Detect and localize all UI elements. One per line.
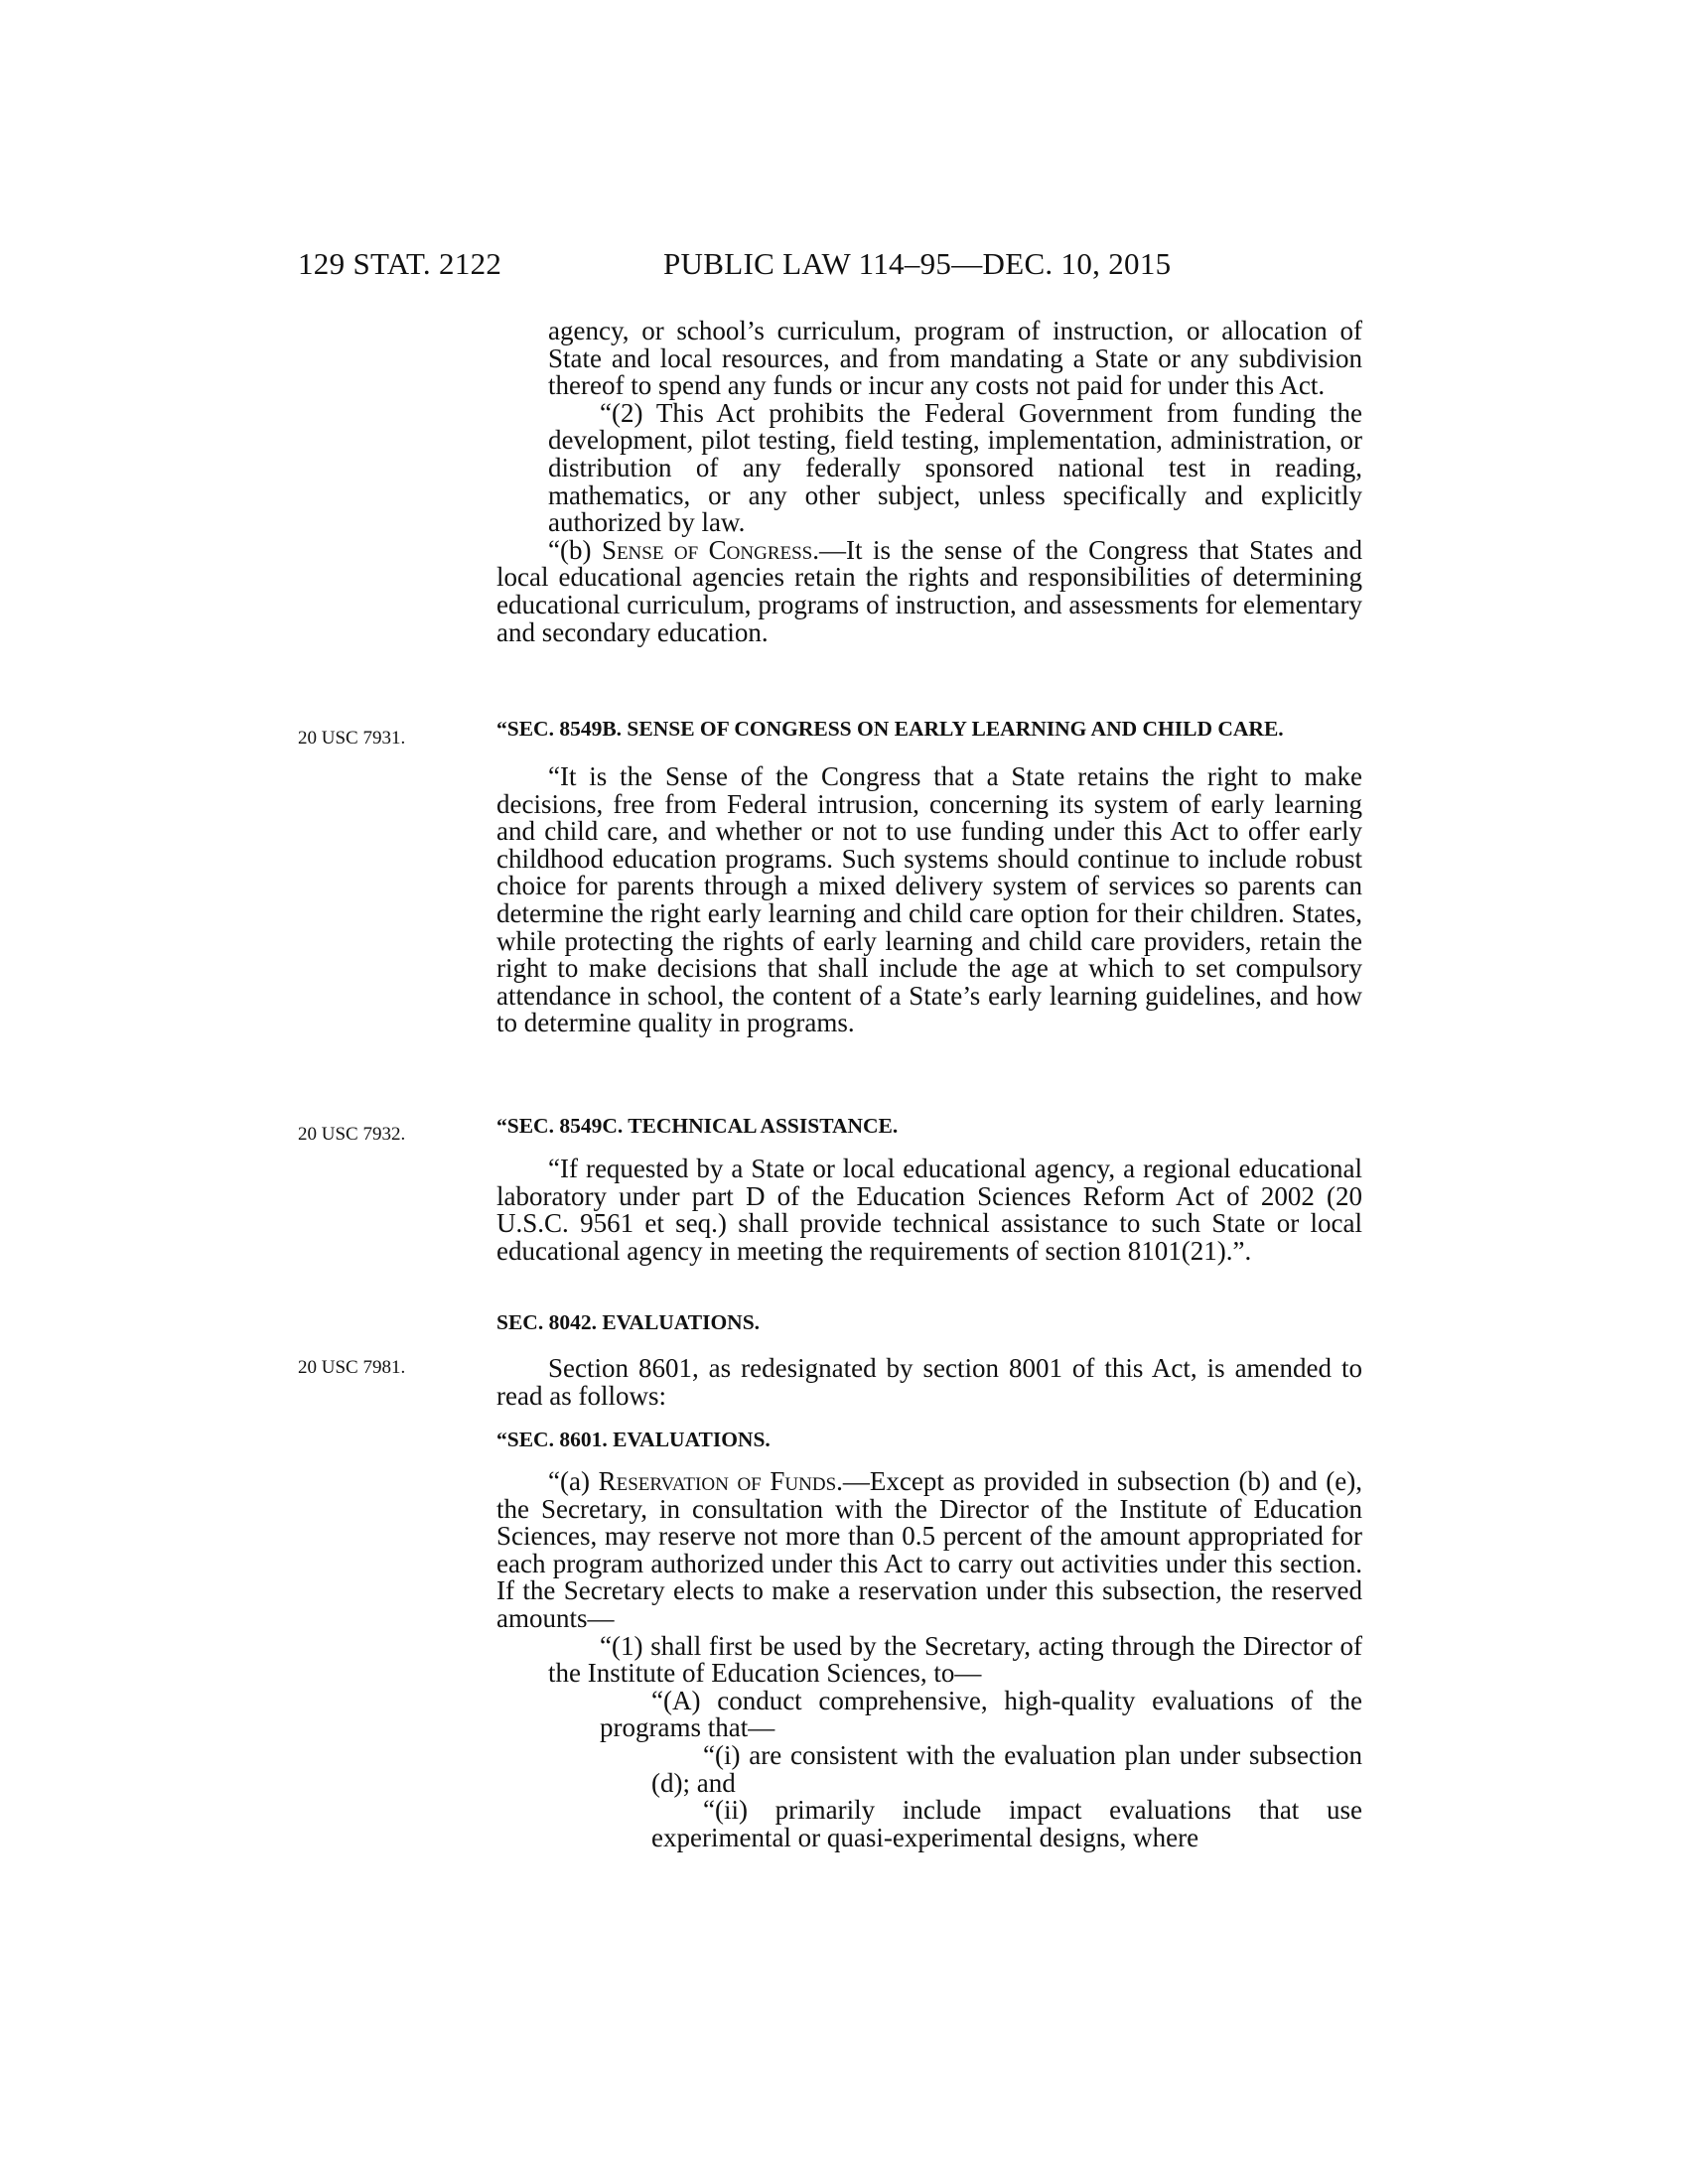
heading-sec-8042: SEC. 8042. EVALUATIONS. — [496, 1310, 761, 1334]
block-sense-of-congress — [496, 318, 1362, 646]
paragraph-b-heading: Sense of Congress — [601, 534, 813, 565]
margin-note-usc-7932: 20 USC 7932. — [298, 1124, 406, 1145]
paragraph-b-text: .—It is the sense of the Congress that States and local educational agencies retain the rights and responsibilities of determining educational curriculum, programs of instruction, and assessments for elementary and secondary education. — [496, 534, 1363, 647]
margin-note-usc-7981: 20 USC 7981. — [298, 1357, 406, 1378]
paragraph-sec-8549c: “If requested by a State or local educational agency, a regional educational laboratory under part D of the Education Sciences Reform Act of 2002 (20 U.S.C. 9561 et seq.) shall provide technical assistance to such State or local educational agency in meeting the requirements of section 8101(21).”. — [496, 1154, 1362, 1266]
paragraph-8601-a-text: .—Except as provided in subsection (b) and (e), the Secretary, in consultation with the Director of the Institute of Education Sciences, may reserve not more than 0.5 percent of the amount appropriated for each program authorized under this Act to carry out activities under this section. If the Secretary elects to make a reservation under this subsection, the reserved amounts— — [496, 1466, 1362, 1633]
paragraph-8601-a1-A: “(A) conduct comprehensive, high-quality evaluations of the programs that— — [600, 1685, 1362, 1743]
paragraph-intro-continuation: agency, or school’s curriculum, program of instruction, or allocation of State and local resources, and from mandating a State or any subdivision thereof to spend any funds or incur any costs not paid for under this Act. — [548, 316, 1362, 401]
heading-sec-8549c: “SEC. 8549C. TECHNICAL ASSISTANCE. — [496, 1114, 899, 1138]
paragraph-a2: “(2) This Act prohibits the Federal Government from funding the development, pilot testing, field testing, implementation, administration, or distribution of any federally sponsored national test in reading, mathematics, or any other subject, unless specifically and explicitly authorized by law. — [548, 397, 1362, 538]
block-sec-8549c — [496, 1114, 1362, 1265]
running-head-law-title: PUBLIC LAW 114–95—DEC. 10, 2015 — [663, 246, 1172, 281]
paragraph-8601-a1-A-ii: “(ii) primarily include impact evaluations that use experimental or quasi-experimental designs, where — [651, 1795, 1362, 1852]
paragraph-sec-8042: Section 8601, as redesignated by section 8001 of this Act, is amended to read as follows: — [496, 1353, 1362, 1411]
paragraph-b — [496, 534, 1363, 647]
paragraph-b-lead: “(b) — [548, 534, 602, 565]
block-sec-8549b — [496, 717, 1362, 1037]
paragraph-8601-a1: “(1) shall first be used by the Secretary, acting through the Director of the Institute of Education Sciences, to— — [548, 1630, 1362, 1689]
margin-note-usc-7931: 20 USC 7931. — [298, 728, 406, 749]
paragraph-8601-a — [496, 1468, 1362, 1633]
paragraph-8601-a-lead: “(a) — [548, 1466, 599, 1496]
paragraph-8601-a-heading: Reservation of Funds — [598, 1466, 837, 1496]
heading-sec-8549b: “SEC. 8549B. SENSE OF CONGRESS ON EARLY LEARNING AND CHILD CARE. — [496, 717, 1284, 741]
heading-sec-8601: “SEC. 8601. EVALUATIONS. — [496, 1428, 771, 1451]
block-sec-8042 — [496, 1310, 1362, 1410]
block-sec-8601 — [496, 1428, 1362, 1851]
paragraph-8601-a1-A-i: “(i) are consistent with the evaluation plan under subsection (d); and — [651, 1739, 1362, 1798]
paragraph-sec-8549b: “It is the Sense of the Congress that a State retains the right to make decisions, free from Federal intrusion, concerning its system of early learning and child care, and whether or not to use funding under this Act to offer early childhood education programs. Such systems should continue to include robust choice for parents through a mixed delivery system of services so parents can determine the right early learning and child care option for their children. States, while protecting the rights of early learning and child care providers, retain the right to make decisions that shall include the age at which to set compulsory attendance in school, the content of a State’s early learning guidelines, and how to determine quality in programs. — [496, 761, 1362, 1038]
page-reference: 129 STAT. 2122 — [298, 246, 502, 281]
